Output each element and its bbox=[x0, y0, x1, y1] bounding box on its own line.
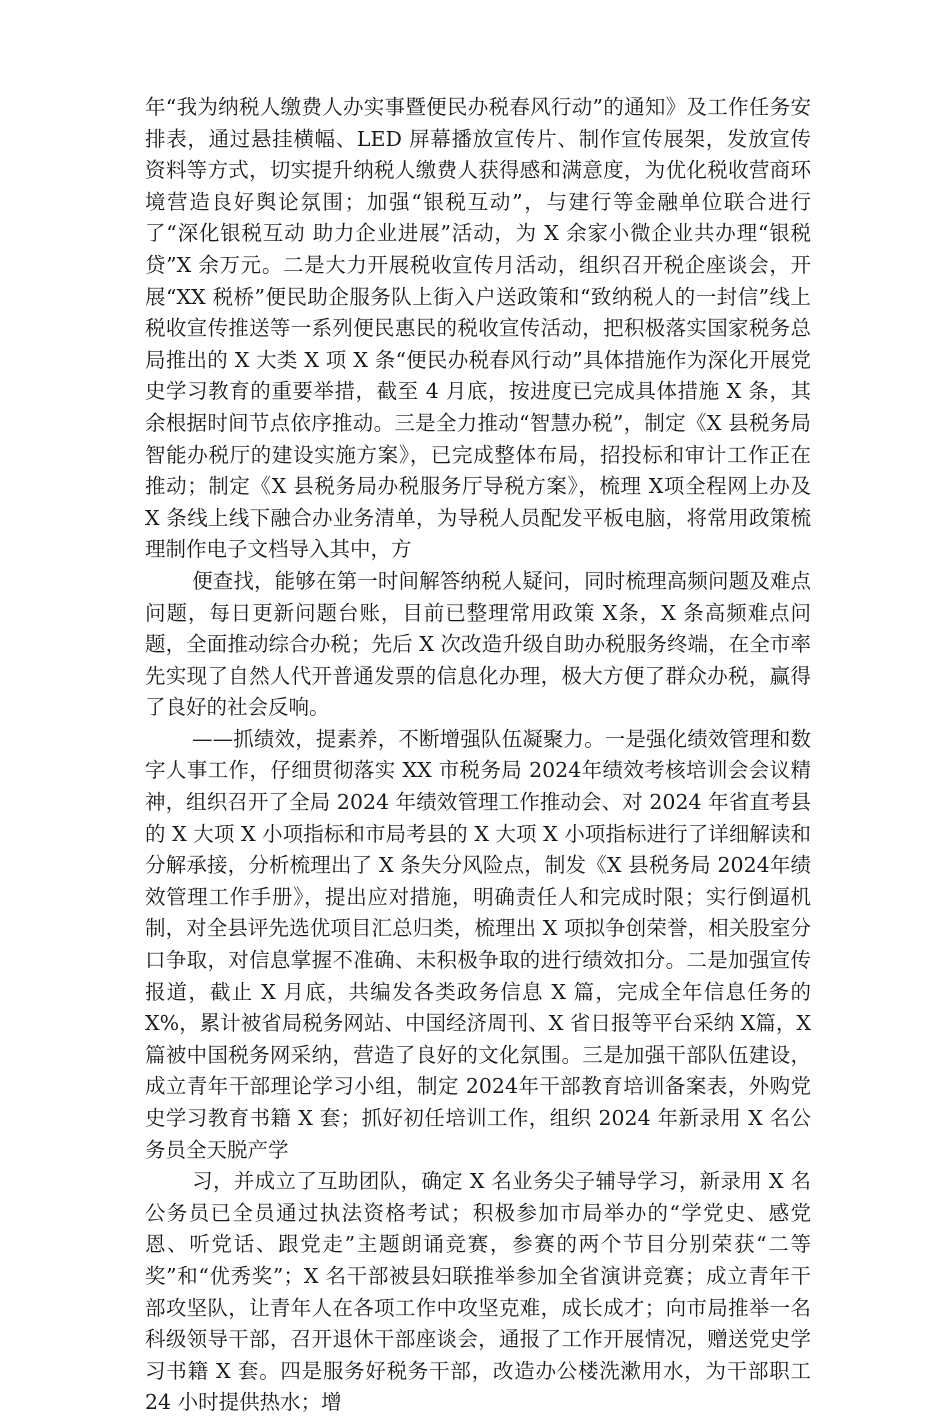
paragraph-1: 年“我为纳税人缴费人办实事暨便民办税春风行动”的通知》及工作任务安排表，通过悬挂横幅、LED 屏幕播放宣传片、制作宣传展架，发放宣传资料等方式，切实提升纳税人缴费人获得感和满意度，为优化税收营商环境营造良好舆论氛围；加强“银税互动”，与建行等金融单位联合进行了“深化银税互动 助力企业进展”活动，为 X 余家小微企业共办理“银税贷”X 余万元。二是大力开展税收宣传月活动，组织召开税企座谈会，开展“XX 税桥”便民助企服务队上街入户送政策和“致纳税人的一封信”线上税收宣传推送等一系列便民惠民的税收宣传活动，把积极落实国家税务总局推出的 X 大类 X 项 X 条“便民办税春风行动”具体措施作为深化开展党史学习教育的重要举措，截至 4 月底，按进度已完成具体措施 X 条，其余根据时间节点依序推动。三是全力推动“智慧办税”，制定《X 县税务局智能办税厅的建设实施方案》，已完成整体布局，招投标和审计工作正在推动；制定《X 县税务局办税服务厅导税方案》，梳理 X项全程网上办及 X 条线上线下融合办业务清单，为导税人员配发平板电脑，将常用政策梳理制作电子文档导入其中，方 bbox=[145, 95, 811, 562]
paragraph-2: 便查找，能够在第一时间解答纳税人疑问，同时梳理高频问题及难点问题，每日更新问题台账，目前已整理常用政策 X条，X 条高频难点问题，全面推动综合办税；先后 X 次改造升级自助办税服务终端，在全市率先实现了自然人代开普通发票的信息化办理，极大方便了群众办税，赢得了良好的社会反响。 bbox=[145, 568, 811, 720]
paragraph-3: ——抓绩效，提素养，不断增强队伍凝聚力。一是强化绩效管理和数字人事工作，仔细贯彻落实 XX 市税务局 2024年绩效考核培训会会议精神，组织召开了全局 2024 年绩效管理工作推动会、对 2024 年省直考县的 X 大项 X 小项指标和市局考县的 X 大项 X 小项指标进行了详细解读和分解承接，分析梳理出了 X 条失分风险点，制发《X 县税务局 2024年绩效管理工作手册》，提出应对措施，明确责任人和完成时限；实行倒逼机制，对全县评先选优项目汇总归类，梳理出 X 项拟争创荣誉，相关股室分口争取，对信息掌握不准确、未积极争取的进行绩效扣分。二是加强宣传报道，截止 X 月底，共编发各类政务信息 X 篇，完成全年信息任务的 X%，累计被省局税务网站、中国经济周刊、X 省日报等平台采纳 X篇，X 篇被中国税务网采纳，营造了良好的文化氛围。三是加强干部队伍建设，成立青年干部理论学习小组，制定 2024年干部教育培训备案表，外购党史学习教育书籍 X 套；抓好初任培训工作，组织 2024 年新录用 X 名公务员全天脱产学 bbox=[145, 726, 811, 1162]
paragraph-4: 习，并成立了互助团队，确定 X 名业务尖子辅导学习，新录用 X 名公务员已全员通过执法资格考试；积极参加市局举办的“学党史、感党恩、听党话、跟党走”主题朗诵竞赛，参赛的两个节目分别荣获“二等奖”和“优秀奖”；X 名干部被县妇联推举参加全省演讲竞赛；成立青年干部攻坚队，让青年人在各项工作中攻坚克难，成长成才；向市局推举一名科级领导干部，召开退休干部座谈会，通报了工作开展情况，赠送党史学习书籍 X 套。四是服务好税务干部，改造办公楼洗漱用水，为干部职工 24 小时提供热水；增 bbox=[145, 1169, 811, 1415]
document-body bbox=[145, 92, 811, 1419]
